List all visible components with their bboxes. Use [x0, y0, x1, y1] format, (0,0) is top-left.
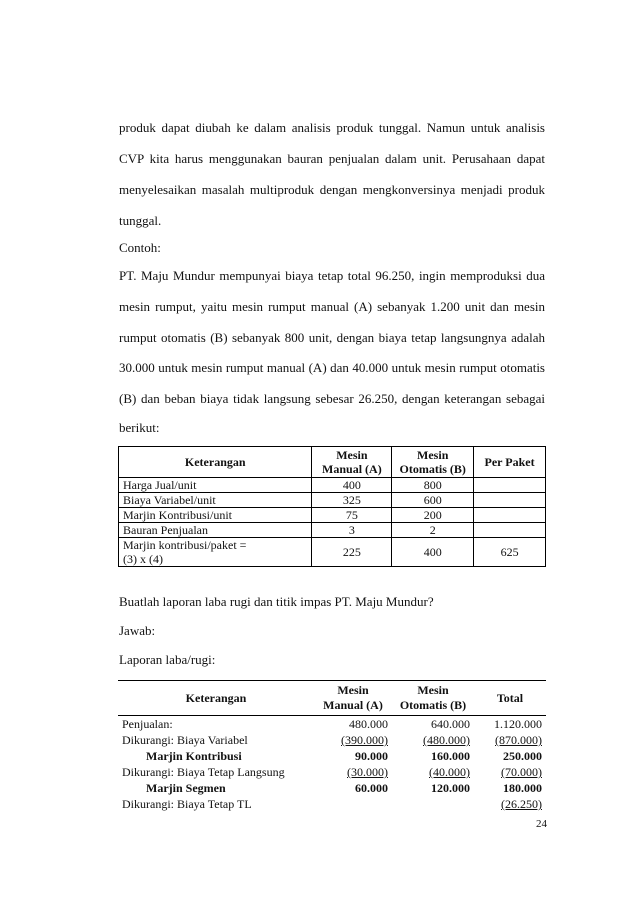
cell-manual: 225 [312, 538, 392, 567]
laporan-label: Laporan laba/rugi: [119, 652, 216, 667]
paragraph-line: produk dapat diubah ke dalam analisis produk tunggal. Namun untuk analisis [119, 120, 545, 135]
cell-otomatis: 400 [392, 538, 474, 567]
table-header-row [119, 447, 546, 478]
cell-total: (26.250) [501, 797, 542, 811]
header-manual: Mesin Manual (A) [312, 447, 392, 478]
page-number: 24 [536, 818, 547, 830]
table-row [118, 732, 546, 748]
row-label: Harga Jual/unit [119, 478, 312, 493]
cell-manual: 75 [312, 508, 392, 523]
cell-manual: 325 [312, 493, 392, 508]
paragraph-line: PT. Maju Mundur mempunyai biaya tetap total 96.250, ingin memproduksi dua [119, 268, 545, 283]
row-label: Marjin kontribusi/paket = (3) x (4) [119, 538, 312, 567]
cell-total: 250.000 [503, 749, 542, 763]
cell-manual: (390.000) [341, 733, 388, 747]
cell-manual: 60.000 [355, 781, 388, 795]
header-otomatis: Mesin Otomatis (B) [392, 447, 474, 478]
table-row [118, 796, 546, 812]
cell-manual: 480.000 [349, 717, 388, 731]
cell-per-paket: 625 [474, 538, 546, 567]
row-label: Dikurangi: Biaya Tetap TL [122, 797, 252, 811]
table-row [118, 748, 546, 764]
table-header-row [118, 681, 546, 716]
paragraph-line: menyelesaikan masalah multiproduk dengan mengkonversinya menjadi produk [119, 182, 545, 197]
row-label: Marjin Segmen [146, 781, 226, 795]
header-per-paket: Per Paket [474, 447, 546, 478]
paragraph-line: (B) dan beban biaya tidak langsung sebesar 26.250, dengan keterangan sebagai [119, 391, 545, 406]
header-keterangan: Keterangan [119, 447, 312, 478]
table-row [119, 493, 546, 508]
header-manual: Mesin Manual (A) [314, 681, 392, 716]
cell-per-paket [474, 493, 546, 508]
cell-per-paket [474, 508, 546, 523]
paragraph-line: rumput otomatis (B) sebanyak 800 unit, dengan biaya tetap langsungnya adalah [119, 330, 545, 345]
contribution-table [118, 446, 546, 567]
row-label: Marjin Kontribusi [146, 749, 242, 763]
table-row [118, 716, 546, 733]
table-row [118, 764, 546, 780]
paragraph-line: CVP kita harus menggunakan bauran penjualan dalam unit. Perusahaan dapat [119, 151, 545, 166]
paragraph-line: mesin rumput, yaitu mesin rumput manual (A) sebanyak 1.200 unit dan mesin [119, 299, 545, 314]
row-label: Dikurangi: Biaya Variabel [122, 733, 248, 747]
row-label: Biaya Variabel/unit [119, 493, 312, 508]
jawab-label: Jawab: [119, 623, 156, 638]
cell-manual: 90.000 [355, 749, 388, 763]
cell-manual: 3 [312, 523, 392, 538]
cell-otomatis: 800 [392, 478, 474, 493]
cell-total: (70.000) [501, 765, 542, 779]
income-statement-table [118, 680, 546, 812]
cell-otomatis: 120.000 [431, 781, 470, 795]
cell-manual: (30.000) [347, 765, 388, 779]
cell-otomatis: (480.000) [423, 733, 470, 747]
table-row-total [119, 538, 546, 567]
cell-manual: 400 [312, 478, 392, 493]
paragraph-line: tunggal. [119, 213, 162, 228]
cell-otomatis: 640.000 [431, 717, 470, 731]
cell-total: (870.000) [495, 733, 542, 747]
header-total: Total [474, 681, 546, 716]
table-row [118, 780, 546, 796]
row-label: Bauran Penjualan [119, 523, 312, 538]
row-label: Penjualan: [122, 717, 173, 731]
cell-per-paket [474, 478, 546, 493]
cell-otomatis: (40.000) [429, 765, 470, 779]
question-text: Buatlah laporan laba rugi dan titik impas PT. Maju Mundur? [119, 594, 434, 609]
header-keterangan: Keterangan [118, 681, 314, 716]
cell-total: 180.000 [503, 781, 542, 795]
cell-manual [314, 796, 392, 812]
header-otomatis: Mesin Otomatis (B) [392, 681, 474, 716]
cell-otomatis: 600 [392, 493, 474, 508]
cell-otomatis [392, 796, 474, 812]
paragraph-line: 30.000 untuk mesin rumput manual (A) dan 40.000 untuk mesin rumput otomatis [119, 360, 545, 375]
cell-otomatis: 2 [392, 523, 474, 538]
table-row [119, 523, 546, 538]
contoh-label: Contoh: [119, 240, 161, 255]
cell-total: 1.120.000 [494, 717, 542, 731]
row-label: Dikurangi: Biaya Tetap Langsung [122, 765, 285, 779]
cell-otomatis: 160.000 [431, 749, 470, 763]
table-row [119, 478, 546, 493]
paragraph-line: berikut: [119, 420, 160, 435]
cell-per-paket [474, 523, 546, 538]
row-label: Marjin Kontribusi/unit [119, 508, 312, 523]
cell-otomatis: 200 [392, 508, 474, 523]
table-row [119, 508, 546, 523]
